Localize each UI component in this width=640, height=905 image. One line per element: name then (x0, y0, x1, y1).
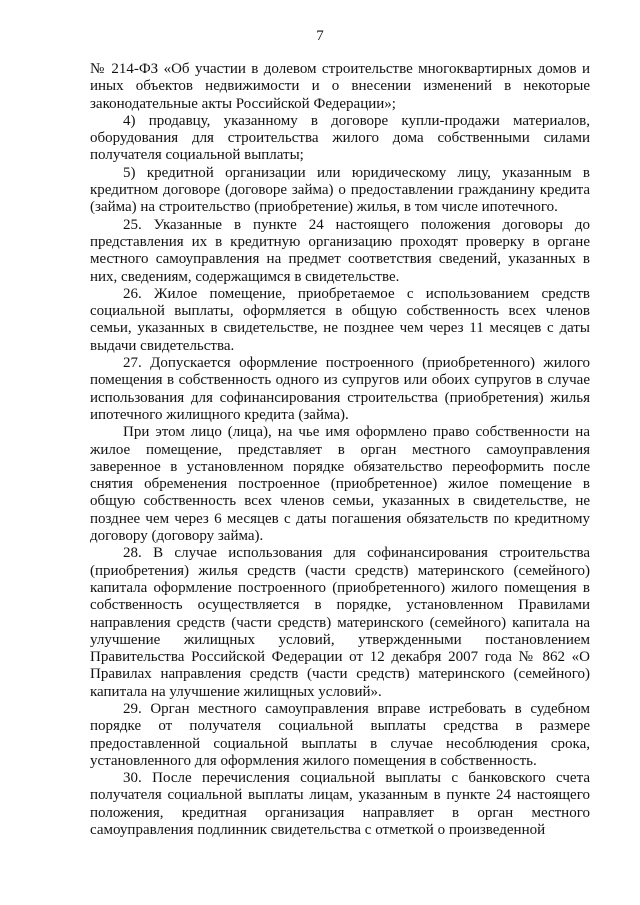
paragraph-clause-27-continued: При этом лицо (лица), на чье имя оформлено право собственности на жилое помещение, представляет в орган местного самоуправления заверенное в установленном порядке обязательство переоформить после снятия обременения построенное (приобретенное) жилое помещение в общую собственность всех членов семьи, указанных в свидетельстве, не позднее чем через 6 месяцев с даты погашения обязательств по кредитному договору (договору займа). (90, 424, 590, 545)
paragraph-clause-27: 27. Допускается оформление построенного (приобретенного) жилого помещения в собственность одного из супругов или обоих супругов в случае использования для софинансирования строительства (приобретения) жилья ипотечного жилищного кредита (займа). (90, 355, 590, 423)
paragraph-clause-26: 26. Жилое помещение, приобретаемое с использованием средств социальной выплаты, оформляется в общую собственность всех членов семьи, указанных в свидетельстве, не позднее чем через 11 месяцев с даты выдачи свидетельства. (90, 285, 590, 354)
paragraph-clause-29: 29. Орган местного самоуправления вправе истребовать в судебном порядке от получателя социальной выплаты средства в размере предоставленной социальной выплаты в случае несоблюдения срока, установленного для оформления жилого помещения в собственность. (90, 700, 590, 769)
paragraph-clause-28: 28. В случае использования для софинансирования строительства (приобретения) жилья средств (части средств) материнского (семейного) капитала оформление построенного (приобретенного) жилого помещения в собственность осуществляется в порядке, установленном Правилами направления средств (части средств) материнского (семейного) капитала на улучшение жилищных условий, утвержденными постановлением Правительства Российской Федерации от 12 декабря 2007 года № 862 «О Правилах направления средств (части средств) материнского (семейного) капитала на улучшение жилищных условий». (90, 545, 590, 700)
document-body (90, 61, 590, 839)
paragraph-clause-30: 30. После перечисления социальной выплаты с банковского счета получателя социальной выплаты лицам, указанным в пункте 24 настоящего положения, кредитная организация направляет в орган местного самоуправления подлинник свидетельства с отметкой о произведенной (90, 770, 590, 839)
paragraph-law-reference: № 214-ФЗ «Об участии в долевом строительстве многоквартирных домов и иных объектов недвижимости и о внесении изменений в некоторые законодательные акты Российской Федерации»; (90, 61, 590, 112)
paragraph-clause-25: 25. Указанные в пункте 24 настоящего положения договоры до представления их в кредитную организацию проходят проверку в органе местного самоуправления на предмет соответствия сведений, указанных в них, сведениям, содержащимся в свидетельстве. (90, 216, 590, 285)
page-number: 7 (316, 28, 324, 44)
paragraph-item-5: 5) кредитной организации или юридическому лицу, указанным в кредитном договоре (договоре займа) о предоставлении гражданину кредита (займа) на строительство (приобретение) жилья, в том числе ипотечного. (90, 164, 590, 216)
paragraph-item-4: 4) продавцу, указанному в договоре купли-продажи материалов, оборудования для строительства жилого дома собственными силами получателя социальной выплаты; (90, 112, 590, 164)
